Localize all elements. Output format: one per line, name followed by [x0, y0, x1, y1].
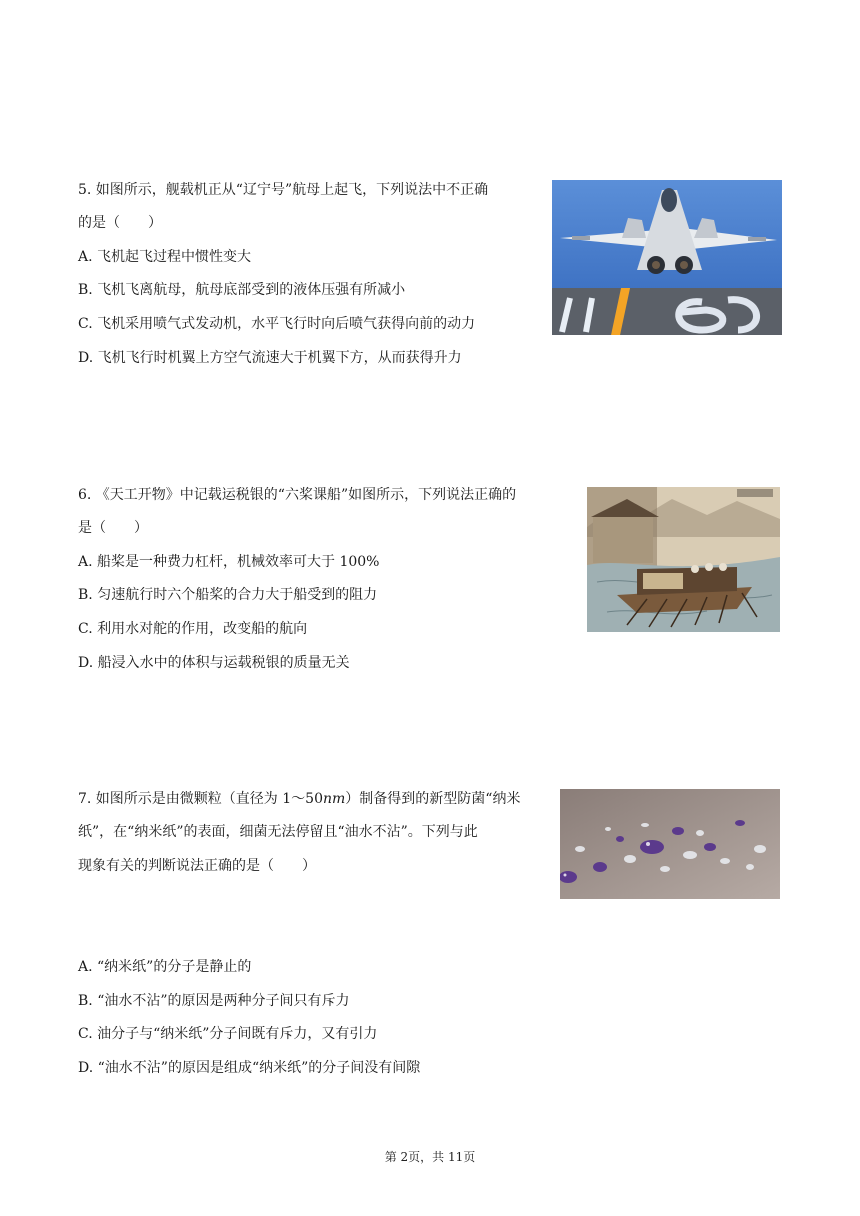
q7-option-d: D. “油水不沾”的原因是组成“纳米纸”的分子间没有间隙 [78, 1060, 421, 1076]
q5-option-a: A. 飞机起飞过程中惯性变大 [78, 249, 252, 265]
q7-stem-line-1 [78, 789, 520, 809]
q5-option-c: C. 飞机采用喷气式发动机，水平飞行时向后喷气获得向前的动力 [78, 316, 476, 332]
q5-stem-line-1: 5. 如图所示，舰载机正从“辽宁号”航母上起飞，下列说法中不正确 [78, 182, 489, 198]
q6-option-c: C. 利用水对舵的作用，改变船的航向 [78, 621, 308, 637]
q6-stem-line-2: 是（ ） [78, 520, 148, 536]
q7-unit: nm [322, 791, 346, 807]
q5-option-d: D. 飞机飞行时机翼上方空气流速大于机翼下方，从而获得升力 [78, 350, 462, 366]
q6-option-d: D. 船浸入水中的体积与运载税银的质量无关 [78, 655, 350, 671]
q7-option-b: B. “油水不沾”的原因是两种分子间只有斥力 [78, 993, 350, 1009]
water-droplets-photo [560, 789, 780, 899]
q6-stem-line-1: 6. 《天工开物》中记载运税银的“六桨课船”如图所示，下列说法正确的 [78, 487, 517, 503]
q5-stem-line-2: 的是（ ） [78, 215, 162, 231]
ancient-boat-painting [587, 487, 780, 632]
q7-stem-line-1-post: ）制备得到的新型防菌“纳米 [345, 791, 521, 807]
page-footer: 第 2页，共 11页 [384, 1150, 476, 1164]
q5-option-b: B. 飞机飞离航母，航母底部受到的液体压强有所减小 [78, 282, 406, 298]
q6-option-b: B. 匀速航行时六个船桨的合力大于船受到的阻力 [78, 587, 378, 603]
q7-stem-line-2: 纸”，在“纳米纸”的表面，细菌无法停留且“油水不沾”。下列与此 [78, 824, 478, 840]
q7-option-a: A. “纳米纸”的分子是静止的 [78, 959, 252, 975]
q7-stem-line-1-pre: 7. 如图所示是由微颗粒（直径为 1～50 [78, 791, 323, 807]
q7-stem-line-3: 现象有关的判断说法正确的是（ ） [78, 858, 316, 874]
q6-option-a: A. 船桨是一种费力杠杆，机械效率可大于 100% [78, 554, 380, 570]
jet-takeoff-photo [552, 180, 782, 335]
q7-option-c: C. 油分子与“纳米纸”分子间既有斥力，又有引力 [78, 1026, 378, 1042]
